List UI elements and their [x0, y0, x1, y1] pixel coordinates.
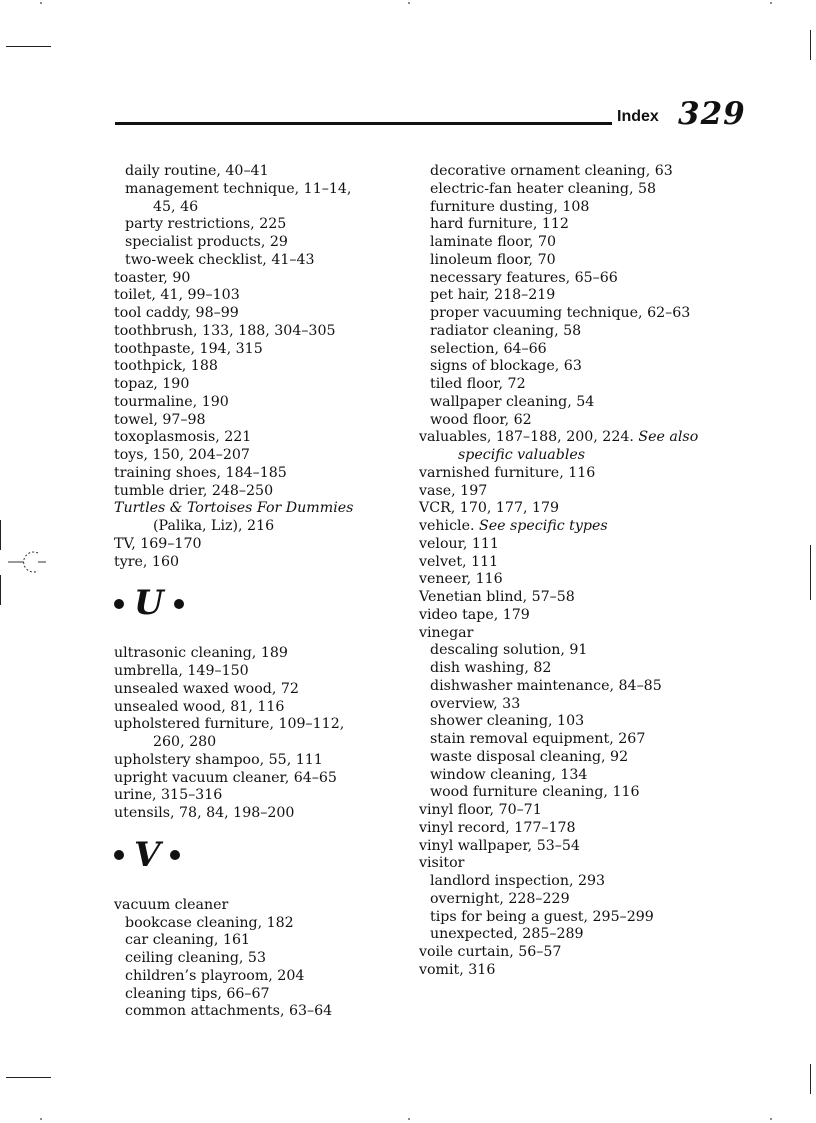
- index-entry: [114, 699, 404, 717]
- section-letter: U: [134, 583, 164, 624]
- entry-text: bookcase cleaning, 182: [125, 914, 294, 931]
- entry-text: towel, 97–98: [114, 411, 206, 428]
- section-letter: V: [134, 834, 161, 875]
- entry-text: ceiling cleaning, 53: [125, 950, 266, 966]
- index-entry: [114, 787, 404, 805]
- crop-mark-bottom-left: [6, 1077, 51, 1078]
- index-entry: [114, 447, 404, 465]
- cross-reference: See specific types: [479, 518, 608, 534]
- index-entry: [419, 571, 729, 589]
- entry-text: common attachments, 63–64: [125, 1003, 333, 1020]
- entry-text: upright vacuum cleaner, 64–65: [114, 769, 337, 786]
- entry-text: (Palika, Liz), 216: [153, 518, 275, 534]
- index-subentry: [114, 932, 404, 950]
- index-entry: [419, 536, 729, 554]
- registration-dot: [408, 1118, 410, 1120]
- index-subentry: [419, 891, 729, 909]
- entry-text: 260, 280: [153, 734, 217, 750]
- entry-text: 45, 46: [153, 198, 199, 215]
- bullet-icon: [170, 850, 180, 860]
- index-entry: [419, 625, 729, 643]
- entry-text: shower cleaning, 103: [430, 713, 585, 730]
- entry-text: unexpected, 285–289: [430, 926, 584, 943]
- index-entry: [114, 412, 404, 430]
- entry-text: signs of blockage, 63: [430, 358, 582, 375]
- entry-text: toilet, 41, 99–103: [114, 287, 240, 304]
- entry-text: decorative ornament cleaning, 63: [430, 163, 673, 179]
- entry-text: unsealed wood, 81, 116: [114, 698, 285, 715]
- index-entry: [419, 820, 729, 838]
- entry-text: stain removal equipment, 267: [430, 731, 646, 747]
- index-entry: [114, 394, 404, 412]
- index-entry: [114, 287, 404, 305]
- index-subentry: [419, 642, 729, 660]
- entry-text: vinyl floor, 70–71: [419, 802, 542, 818]
- index-column-right: [419, 163, 729, 980]
- entry-text: Venetian blind, 57–58: [419, 589, 575, 605]
- index-subentry: [419, 394, 729, 412]
- entry-text: velvet, 111: [419, 553, 499, 570]
- entry-text: necessary features, 65–66: [430, 269, 618, 286]
- entry-text: wood floor, 62: [430, 411, 532, 428]
- entry-text: laminate floor, 70: [430, 234, 557, 250]
- index-subentry: [114, 986, 404, 1004]
- index-subentry: [419, 287, 729, 305]
- entry-text: umbrella, 149–150: [114, 663, 249, 679]
- entry-text: tiled floor, 72: [430, 376, 526, 392]
- entry-text: electric-fan heater cleaning, 58: [430, 180, 657, 197]
- index-subentry: [114, 181, 404, 199]
- index-entry: [419, 500, 729, 518]
- index-subentry: [419, 270, 729, 288]
- entry-text: varnished furniture, 116: [419, 464, 596, 481]
- index-entry: [419, 838, 729, 856]
- index-entry: [419, 465, 729, 483]
- cross-reference: See also: [638, 429, 699, 446]
- index-subentry: [114, 163, 404, 181]
- bullet-icon: [114, 850, 124, 860]
- entry-text: tumble drier, 248–250: [114, 482, 274, 499]
- index-subentry: [114, 950, 404, 968]
- index-entry: [114, 358, 404, 376]
- index-subentry: [419, 926, 729, 944]
- index-subentry: [419, 678, 729, 696]
- entry-text: valuables, 187–188, 200, 224.: [419, 429, 639, 446]
- index-subentry: [114, 968, 404, 986]
- index-entry: [114, 554, 404, 572]
- entry-text: upholstery shampoo, 55, 111: [114, 751, 323, 768]
- entry-text: veneer, 116: [419, 571, 503, 588]
- section-heading-v: [114, 835, 404, 876]
- index-entry: [114, 500, 404, 518]
- entry-text: children’s playroom, 204: [125, 967, 305, 984]
- index-subentry: [419, 234, 729, 252]
- header-rule: [115, 122, 612, 125]
- index-entry: [114, 483, 404, 501]
- entry-text: specialist products, 29: [125, 234, 288, 250]
- entry-text: vinyl record, 177–178: [419, 819, 576, 836]
- entry-text: toxoplasmosis, 221: [114, 429, 252, 446]
- index-subentry: [114, 216, 404, 234]
- entry-text: vomit, 316: [419, 961, 496, 978]
- registration-dot: [408, 2, 410, 4]
- index-subentry: [114, 234, 404, 252]
- bullet-icon: [114, 599, 124, 609]
- index-entry: [114, 341, 404, 359]
- index-column-left: [114, 163, 404, 1021]
- index-entry: [419, 483, 729, 501]
- index-subentry: [419, 873, 729, 891]
- entry-text: toys, 150, 204–207: [114, 447, 250, 463]
- index-entry: [419, 962, 729, 980]
- entry-text: descaling solution, 91: [430, 642, 588, 659]
- index-subentry: [419, 660, 729, 678]
- index-subentry: [419, 909, 729, 927]
- entry-text: hard furniture, 112: [430, 216, 569, 233]
- entry-text: utensils, 78, 84, 198–200: [114, 805, 295, 821]
- entry-text: wood furniture cleaning, 116: [430, 784, 640, 801]
- page-number: 329: [678, 96, 746, 132]
- index-subentry: [419, 696, 729, 714]
- entry-text: visitor: [419, 855, 465, 872]
- entry-text: vacuum cleaner: [114, 896, 229, 913]
- index-entry: [114, 663, 404, 681]
- entry-text: unsealed waxed wood, 72: [114, 680, 299, 697]
- entry-text: vase, 197: [419, 482, 488, 499]
- entry-text: cleaning tips, 66–67: [125, 985, 270, 1002]
- crop-mark-right-bottom: [810, 1064, 811, 1094]
- index-subentry: [419, 252, 729, 270]
- entry-text: linoleum floor, 70: [430, 251, 556, 268]
- index-entry: [114, 805, 404, 823]
- index-subentry: [419, 412, 729, 430]
- index-subentry: [419, 731, 729, 749]
- index-entry: [419, 554, 729, 572]
- index-entry: [419, 429, 729, 447]
- entry-text: velour, 111: [419, 535, 499, 552]
- index-subentry: [114, 1003, 404, 1021]
- entry-text: topaz, 190: [114, 376, 190, 392]
- entry-text: overview, 33: [430, 695, 521, 712]
- entry-text: management technique, 11–14,: [125, 180, 352, 197]
- entry-text: daily routine, 40–41: [125, 163, 269, 179]
- entry-text: VCR, 170, 177, 179: [419, 500, 560, 517]
- index-entry: [114, 270, 404, 288]
- index-subentry: [419, 713, 729, 731]
- index-subentry: [419, 749, 729, 767]
- index-block-t: [114, 163, 404, 571]
- registration-dot: [770, 1118, 772, 1120]
- index-entry-continuation: [419, 447, 729, 465]
- index-block-v: [114, 897, 404, 1021]
- bullet-icon: [174, 599, 184, 609]
- index-entry: [114, 465, 404, 483]
- crop-mark-top-left: [6, 46, 51, 47]
- entry-text: Turtles & Tortoises For Dummies: [114, 500, 354, 517]
- index-entry-continuation: [114, 734, 404, 752]
- entry-text: landlord inspection, 293: [430, 873, 606, 889]
- index-subentry: [114, 915, 404, 933]
- entry-text: vinyl wallpaper, 53–54: [419, 837, 580, 854]
- index-block-u: [114, 645, 404, 823]
- section-heading-u: [114, 583, 404, 624]
- index-entry: [114, 770, 404, 788]
- entry-text: video tape, 179: [419, 606, 530, 623]
- registration-dot: [40, 1118, 42, 1120]
- entry-text: overnight, 228–229: [430, 890, 570, 907]
- index-entry: [419, 518, 729, 536]
- entry-text: training shoes, 184–185: [114, 464, 287, 481]
- index-subentry: [419, 341, 729, 359]
- entry-text: ultrasonic cleaning, 189: [114, 645, 288, 662]
- crop-mark-right-top: [810, 30, 811, 60]
- entry-text: pet hair, 218–219: [430, 287, 556, 304]
- entry-text: tips for being a guest, 295–299: [430, 908, 654, 925]
- index-entry: [114, 897, 404, 915]
- index-entry: [419, 944, 729, 962]
- entry-text: tyre, 160: [114, 553, 179, 570]
- entry-text: waste disposal cleaning, 92: [430, 748, 629, 765]
- registration-mark-icon: [2, 548, 46, 576]
- entry-text: furniture dusting, 108: [430, 198, 590, 215]
- index-entry: [114, 323, 404, 341]
- index-entry: [114, 716, 404, 734]
- entry-text: selection, 64–66: [430, 340, 547, 357]
- index-entry: [114, 752, 404, 770]
- entry-text: window cleaning, 134: [430, 766, 588, 783]
- index-entry-continuation: [114, 518, 404, 536]
- entry-text: upholstered furniture, 109–112,: [114, 716, 345, 733]
- index-subentry: [419, 305, 729, 323]
- entry-text: toaster, 90: [114, 269, 191, 286]
- entry-text: voile curtain, 56–57: [419, 944, 562, 960]
- index-entry: [114, 645, 404, 663]
- entry-text: car cleaning, 161: [125, 932, 251, 949]
- entry-text: vehicle.: [419, 518, 479, 534]
- index-entry: [114, 536, 404, 554]
- registration-dot: [770, 2, 772, 4]
- entry-text: dish washing, 82: [430, 660, 552, 676]
- crop-mark-left-mid-top: [0, 520, 1, 550]
- entry-text: proper vacuuming technique, 62–63: [430, 305, 691, 321]
- index-subentry: [419, 323, 729, 341]
- index-entry: [419, 802, 729, 820]
- entry-text: party restrictions, 225: [125, 216, 287, 233]
- index-entry: [419, 855, 729, 873]
- registration-dot: [40, 2, 42, 4]
- index-entry: [114, 376, 404, 394]
- index-subentry: [419, 376, 729, 394]
- entry-text: specific valuables: [458, 447, 586, 463]
- entry-text: tool caddy, 98–99: [114, 305, 239, 321]
- index-entry: [114, 305, 404, 323]
- entry-text: TV, 169–170: [114, 535, 202, 552]
- index-subentry: [419, 784, 729, 802]
- entry-text: dishwasher maintenance, 84–85: [430, 677, 662, 694]
- entry-text: urine, 315–316: [114, 787, 223, 804]
- crop-mark-right-mid: [810, 545, 811, 600]
- index-subentry: [419, 358, 729, 376]
- entry-text: vinegar: [419, 624, 474, 641]
- entry-text: toothpick, 188: [114, 358, 218, 375]
- entry-text: tourmaline, 190: [114, 393, 229, 410]
- index-subentry: [419, 163, 729, 181]
- index-subentry: [419, 216, 729, 234]
- index-subentry: [114, 252, 404, 270]
- index-subentry: [419, 181, 729, 199]
- entry-text: toothpaste, 194, 315: [114, 340, 263, 357]
- index-subentry: [419, 767, 729, 785]
- index-entry: [114, 429, 404, 447]
- index-subentry: [114, 199, 404, 217]
- index-entry: [419, 607, 729, 625]
- crop-mark-left-mid-bottom: [0, 575, 1, 605]
- entry-text: two-week checklist, 41–43: [125, 251, 315, 268]
- entry-text: toothbrush, 133, 188, 304–305: [114, 322, 336, 339]
- index-entry: [114, 681, 404, 699]
- index-entry: [419, 589, 729, 607]
- entry-text: wallpaper cleaning, 54: [430, 393, 595, 410]
- entry-text: radiator cleaning, 58: [430, 322, 582, 339]
- index-subentry: [419, 199, 729, 217]
- running-header-title: Index: [617, 108, 659, 125]
